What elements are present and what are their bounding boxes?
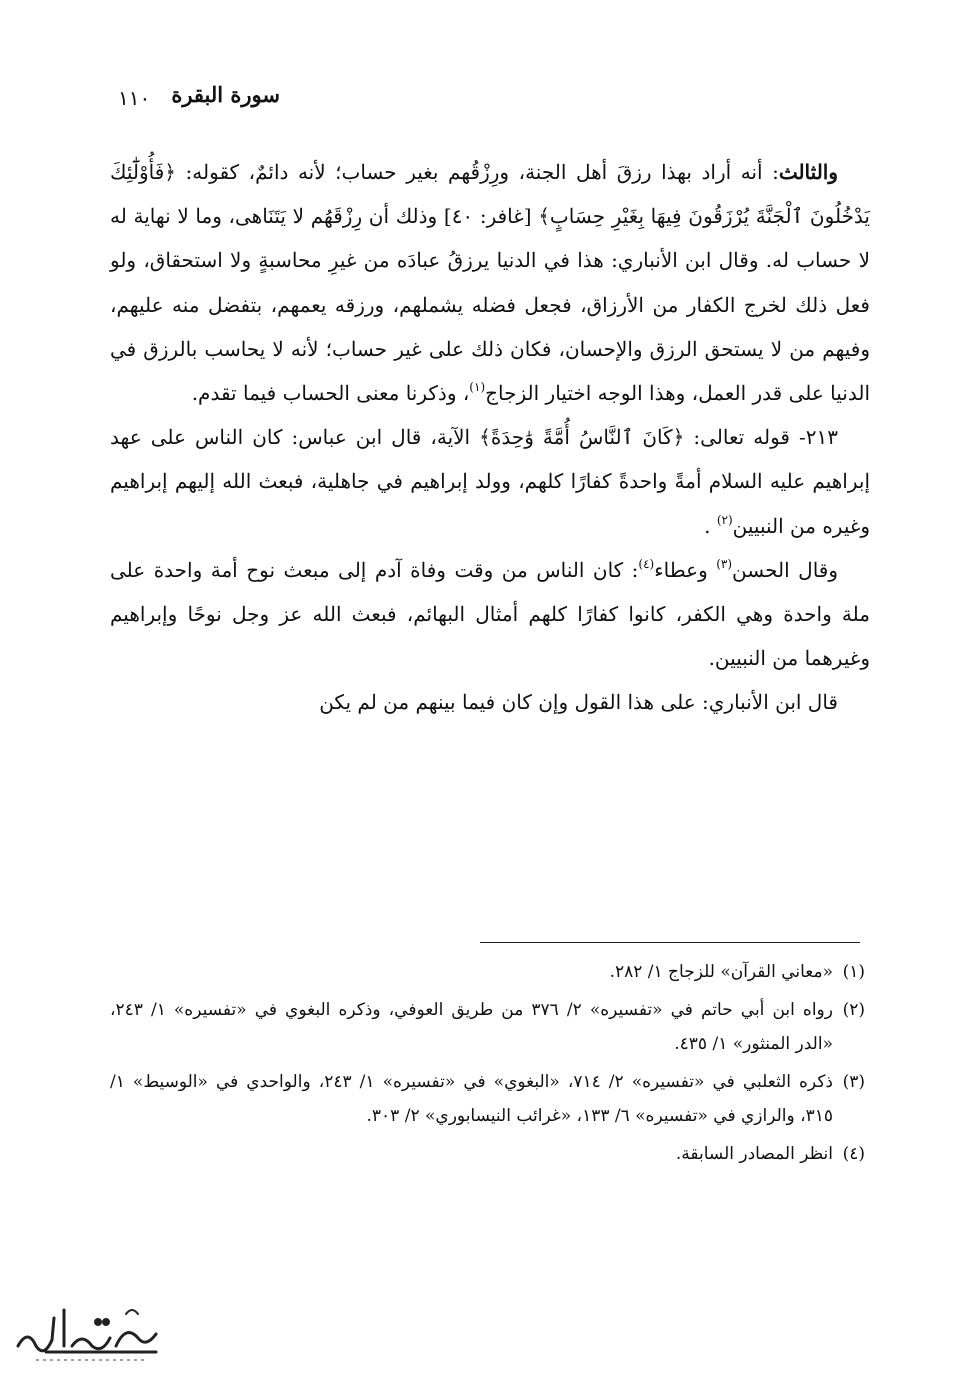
footnote-separator: [480, 942, 860, 943]
footnote-text: رواه ابن أبي حاتم في «تفسيره» ٢/ ٣٧٦ من طريق العوفي، وذكره البغوي في «تفسيره» ١/ ٢٤٣، «الدر المنثور» ١/ ٤٣٥.: [110, 1000, 833, 1054]
third-label: والثالث: [778, 160, 838, 184]
paragraph-text: وقال الحسن: [732, 557, 839, 582]
footnote-number: (٤): [842, 1144, 865, 1164]
footnote-ref-3[interactable]: (٣): [716, 556, 733, 571]
surah-title: سورة البقرة: [171, 82, 280, 107]
publisher-logo-icon: [6, 1288, 166, 1368]
footnote-number: (٣): [842, 1072, 865, 1092]
paragraph-ibn-anbari: [110, 680, 870, 724]
paragraph-text: قال ابن الأنباري: على هذا القول وإن كان فيما بينهم من لم يكن: [319, 690, 838, 715]
paragraph-text: : كان الناس من وقت وفاة آدم إلى مبعث نوح أمة واحدة على ملة واحدة وهي الكفر، كانوا كفارًا كلهم أمثال البهائم، فبعث الله عز وجل نوحًا وإبراهيم وغيرهما من النبيين.: [110, 557, 870, 671]
paragraph-text: .: [704, 513, 717, 538]
footnote-number: (٢): [842, 1000, 865, 1020]
paragraph-text: وعطاء: [654, 557, 717, 582]
main-text: [110, 150, 870, 725]
footnote-text: «معاني القرآن» للزجاج ١/ ٢٨٢.: [609, 962, 833, 982]
footnote-4: [110, 1137, 865, 1171]
footnote-ref-1[interactable]: (١): [469, 380, 486, 395]
paragraph-text: ، وذكرنا معنى الحساب فيما تقدم.: [191, 381, 470, 406]
footnote-text: انظر المصادر السابقة.: [675, 1144, 833, 1164]
footnote-3: [110, 1065, 865, 1133]
footnote-2: [110, 993, 865, 1061]
paragraph-hasan-ata: [110, 548, 870, 681]
paragraph-text: ٢١٣- قوله تعالى: ﴿كَانَ ٱلنَّاسُ أُمَّةً وَٰحِدَةً﴾ الآية، قال ابن عباس: كان الناس على عهد إبراهيم عليه السلام أمةً واحدةً كفارًا كلهم، وولد إبراهيم في جاهلية، فبعث الله إليهم إبراهيم وغيره من النبيين: [110, 425, 870, 538]
paragraph-text: : أنه أراد بهذا رزقَ أهل الجنة، ورِزْقُهم بغير حساب؛ لأنه دائمٌ، كقوله: ﴿فَأُوْلَٰٓئِكَ يَدْخُلُونَ ٱلْجَنَّةَ يُرْزَقُونَ فِيهَا بِغَيْرِ حِسَابٍ﴾ [غافر: ٤٠] وذلك أن رِزْقَهُم لا يَتَنَاهى، وما لا نهاية له لا حساب له. وقال ابن الأنباري: هذا في الدنيا يرزقُ عبادَه من غيرِ محاسبةٍ ولا استحقاق، ولو فعل ذلك لخرج الكفار من الأرزاق، فجعل فضله يشملهم، ورزقه يعمهم، بتفضل منه عليهم، وفيهم من لا يستحق الرزق والإحسان، فكان ذلك على غير حساب؛ لأنه لا يحاسب بالرزق في الدنيا على قدر العمل، وهذا الوجه اختيار الزجاج: [110, 160, 870, 406]
footnote-ref-2[interactable]: (٢): [716, 512, 733, 527]
page-header: [100, 80, 870, 120]
page-number: ١١٠: [118, 86, 151, 110]
footnote-ref-4[interactable]: (٤): [638, 556, 655, 571]
footnote-1: [110, 955, 865, 989]
footnotes: [110, 955, 865, 1175]
footnote-text: ذكره الثعلبي في «تفسيره» ٢/ ٧١٤، «البغوي» في «تفسيره» ١/ ٢٤٣، والواحدي في «الوسيط» ١/ ٣١٥، والرازي في «تفسيره» ٦/ ١٣٣، «غرائب النيسابوري» ٢/ ٣٠٣.: [110, 1072, 833, 1126]
paragraph-verse-213: [110, 415, 870, 548]
paragraph-third-opinion: [110, 150, 870, 415]
footnote-number: (١): [842, 962, 865, 982]
